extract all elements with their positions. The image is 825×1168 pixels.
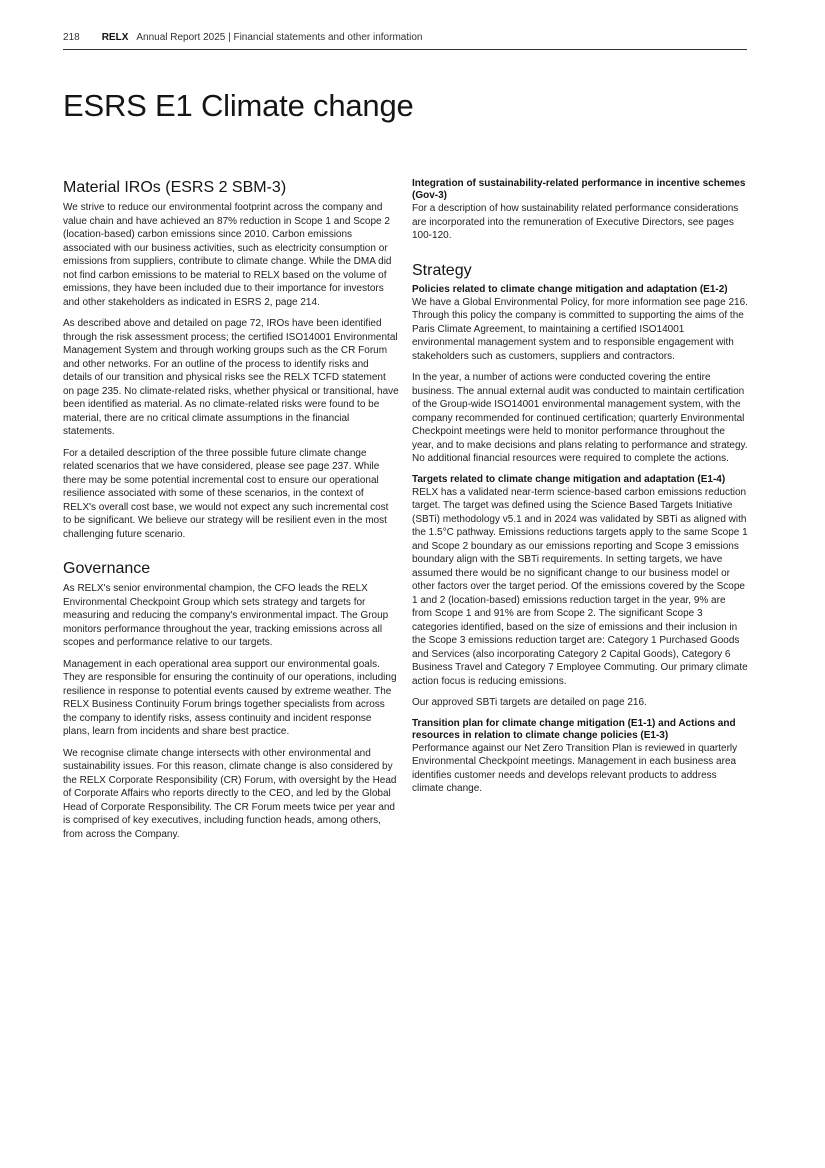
- governance-heading: Governance: [63, 560, 151, 577]
- header-subtitle: Annual Report 2025 | Financial statements and other information: [136, 32, 423, 43]
- transition-subheading: Transition plan for climate change mitigation (E1-1) and Actions and resources in relation to climate change policies (E1-3): [412, 717, 736, 741]
- brand-name: RELX: [101, 32, 129, 43]
- governance-section: [63, 559, 399, 841]
- policies-paragraph: We have a Global Environmental Policy, for more information see page 216. Through this policy the company is committed to supporting the aims of the Paris Climate Agreement, to maintaining a certified ISO14001 environmental management system and to responsible engagement with stakeholders such as customers, suppliers and contractors.: [412, 296, 748, 362]
- page-header: [63, 31, 747, 50]
- targets-subheading: Targets related to climate change mitigation and adaptation (E1-4): [412, 473, 726, 485]
- page-number: 218: [63, 32, 80, 43]
- left-column: [63, 178, 399, 849]
- material-iros-paragraph: As described above and detailed on page 72, IROs have been identified through the risk assessment process; the certified ISO14001 Environmental Management System and through working groups such as the CR Forum and other networks. For an outline of the process to identify risks and details of our transition and physical risks see the RELX TCFD statement on page 235. No climate-related risks, whether physical or transitional, have been identified as material. As no climate-related risks were found to be material, there are no critical climate assumptions in the financial statements.: [63, 318, 399, 437]
- material-iros-heading: Material IROs (ESRS 2 SBM-3): [63, 179, 287, 196]
- policies-subheading: Policies related to climate change mitigation and adaptation (E1-2): [412, 283, 728, 295]
- material-iros-paragraph: We strive to reduce our environmental footprint across the company and value chain and have achieved an 87% reduction in Scope 1 and Scope 2 (location-based) carbon emissions since 2010. Carbon emissions associated with our business activities, such as electricity consumption or emissions from suppliers, contribute to climate change. While the DMA did not find carbon emissions to be material to RELX based on the volume of emissions, they have been included due to their importance for investors and other stakeholders as indicated in ESRS 2, page 214.: [63, 202, 392, 308]
- strategy-heading: Strategy: [412, 261, 472, 279]
- strategy-section: [412, 261, 748, 796]
- targets-paragraph: RELX has a validated near-term science-based carbon emissions reduction target. The target was defined using the Science Based Targets Initiative (SBTi) methodology v5.1 and in 2024 was validated by SBTi as aligned with the 1.5°C pathway. Emissions reductions targets apply to the same Scope 1 and Scope 2 boundary as our emissions reporting and Scope 3 emissions boundary align with the SBTi requirements. In setting targets, we have assumed there would be no significant change to our business model or other factors over the target period. Of the emissions covered by the Scope 1 and 2 (location-based) emissions reduction target in the year, 9% are from Scope 1 and 91% are from Scope 2. The significant Scope 3 categories identified, based on the size of emissions and their inclusion in the Scope 3 emissions reduction target are: Category 1 Purchased Goods and Services (also incorporating Category 2 Capital Goods), Category 6 Business Travel and Category 7 Employee Commuting. Our primary climate action focus is reducing emissions.: [412, 486, 748, 687]
- transition-paragraph: Performance against our Net Zero Transition Plan is reviewed in quarterly Environmental Checkpoint meetings. Management in each business area identifies customer needs and develops relevant products to address climate change.: [412, 742, 738, 794]
- integration-subheading: Integration of sustainability-related performance in incentive schemes (Gov-3): [412, 178, 746, 201]
- targets-paragraph: Our approved SBTi targets are detailed on page 216.: [412, 697, 647, 708]
- policies-paragraph: In the year, a number of actions were conducted covering the entire business. The annual external audit was conducted to maintain certification of the Group-wide ISO14001 environmental management system, with the company recommended for continued certification; quarterly Environmental Checkpoint meetings were held to monitor performance throughout the year, and to make decisions and plans relating to performance and strategy. No additional financial resources were required to complete the actions.: [412, 372, 748, 464]
- right-column: [412, 178, 748, 804]
- integration-section: [412, 178, 748, 243]
- page-title: ESRS E1 Climate change: [63, 88, 414, 123]
- integration-paragraph: For a description of how sustainability related performance considerations are incorporated into the remuneration of Executive Directors, see pages 100-120.: [412, 203, 739, 241]
- material-iros-section: [63, 178, 399, 541]
- material-iros-paragraph: For a detailed description of the three possible future climate change related scenarios that we have considered, please see page 237. While there may be some potential incremental cost to ensure our operational resilience associated with some of these scenarios, in the context of RELX's overall cost base, we would not expect any such incremental cost to be significant. We believe our strategy will be resilient even in the most challenging future scenario.: [63, 447, 389, 540]
- governance-paragraph: We recognise climate change intersects with other environmental and sustainability issues. For this reason, climate change is also considered by the RELX Corporate Responsibility (CR) Forum, with oversight by the Head of Corporate Affairs who reports directly to the CEO, and led by the Global Head of Corporate Responsibility. The CR Forum meets twice per year and is comprised of key executives, including function heads, among others, from across the Company.: [63, 747, 397, 840]
- governance-paragraph: Management in each operational area support our environmental goals. They are responsible for ensuring the continuity of our operations, including resilience in response to potential events caused by extreme weather. The RELX Business Continuity Forum brings together specialists from across the company to identify risks, assess continuity and incident response plans, learn from incidents and share best practice.: [63, 658, 397, 737]
- governance-paragraph: As RELX's senior environmental champion, the CFO leads the RELX Environmental Checkpoint Group which sets strategy and targets for measuring and reducing the company's environmental impact. The Group monitors performance throughout the year, tracking emissions across all scopes and performance relative to our targets.: [63, 583, 389, 648]
